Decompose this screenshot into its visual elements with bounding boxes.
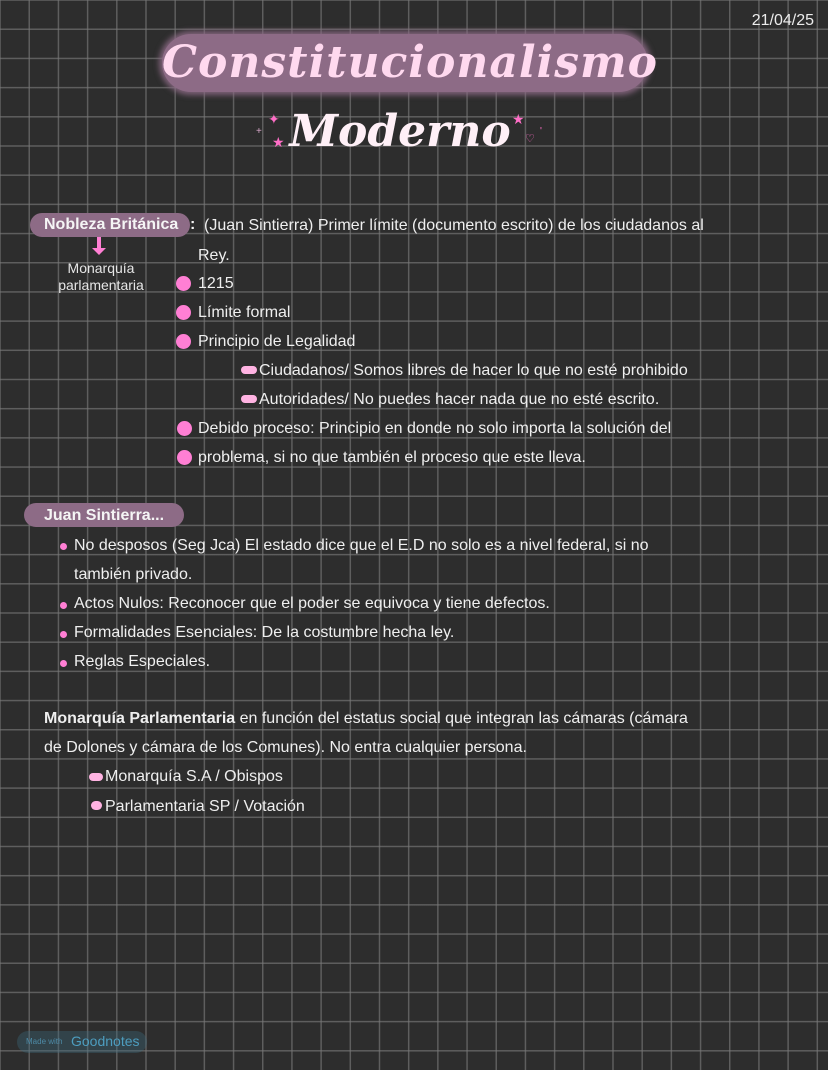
paragraph-text: en función del estatus social que integran las cámaras (cámara <box>235 710 688 727</box>
side-note-line2: parlamentaria <box>58 277 144 293</box>
bullet-icon <box>176 334 191 349</box>
sparkle-icon: + <box>256 126 262 137</box>
section-heading-juan: Juan Sintierra... <box>44 507 165 524</box>
sub-list-item: Ciudadanos/ Somos libres de hacer lo que no esté prohibido <box>259 362 688 379</box>
bold-term: Monarquía Parlamentaria <box>44 710 236 727</box>
page-subtitle: Moderno <box>289 106 511 157</box>
dash-bullet-icon <box>241 395 257 403</box>
list-item: problema, si no que también el proceso que este lleva. <box>198 449 586 466</box>
bullet-icon <box>177 421 192 436</box>
intro-text-line2: Rey. <box>198 247 230 264</box>
goodnotes-watermark <box>17 1031 147 1053</box>
dash-bullet-icon <box>89 773 103 781</box>
sparkle-icon: ' <box>540 126 542 137</box>
arrow-head-icon <box>92 248 106 255</box>
list-item: Actos Nulos: Reconocer que el poder se equivoca y tiene defectos. <box>74 595 550 612</box>
date-label: 21/04/25 <box>751 12 814 29</box>
bullet-icon <box>60 660 67 667</box>
list-item: Formalidades Esenciales: De la costumbre hecha ley. <box>74 624 455 641</box>
bullet-icon <box>176 276 191 291</box>
star-icon: ★ <box>272 134 285 150</box>
list-item: Debido proceso: Principio en donde no solo importa la solución del <box>198 420 672 437</box>
star-icon: ★ <box>512 111 525 127</box>
watermark-prefix: Made with <box>26 1037 63 1046</box>
heart-icon: ♡ <box>525 133 535 145</box>
section-heading-nobleza: Nobleza Británica <box>44 216 179 233</box>
paragraph-line1 <box>44 709 688 729</box>
sub-list-item: Monarquía S.A / Obispos <box>105 768 283 785</box>
dash-bullet-icon <box>241 366 257 374</box>
sub-list-item: Autoridades/ No puedes hacer nada que no esté escrito. <box>259 391 660 408</box>
list-item: No desposos (Seg Jca) El estado dice que el E.D no solo es a nivel federal, si no <box>74 537 649 554</box>
list-item: Principio de Legalidad <box>198 333 356 350</box>
bullet-icon <box>60 631 67 638</box>
bullet-icon <box>177 450 192 465</box>
side-note-line1: Monarquía <box>67 260 135 276</box>
watermark-brand: Goodnotes <box>71 1033 140 1049</box>
list-item: Reglas Especiales. <box>74 653 211 670</box>
bullet-icon <box>176 305 191 320</box>
title-highlight <box>162 34 658 92</box>
paragraph-line2: de Dolones y cámara de los Comunes). No entra cualquier persona. <box>44 739 527 756</box>
sparkle-icon: ✦ <box>268 111 280 127</box>
bullet-icon <box>60 543 67 550</box>
list-item: Límite formal <box>198 304 291 321</box>
list-item-continued: también privado. <box>74 566 193 583</box>
intro-text-line1: (Juan Sintierra) Primer límite (documento escrito) de los ciudadanos al <box>204 217 704 234</box>
heading-colon: : <box>190 216 196 233</box>
bullet-icon <box>60 602 67 609</box>
page-title: Constitucionalismo <box>162 37 658 88</box>
sub-list-item: Parlamentaria SP / Votación <box>105 798 305 815</box>
list-item: 1215 <box>198 275 234 292</box>
dash-bullet-icon <box>91 801 102 810</box>
